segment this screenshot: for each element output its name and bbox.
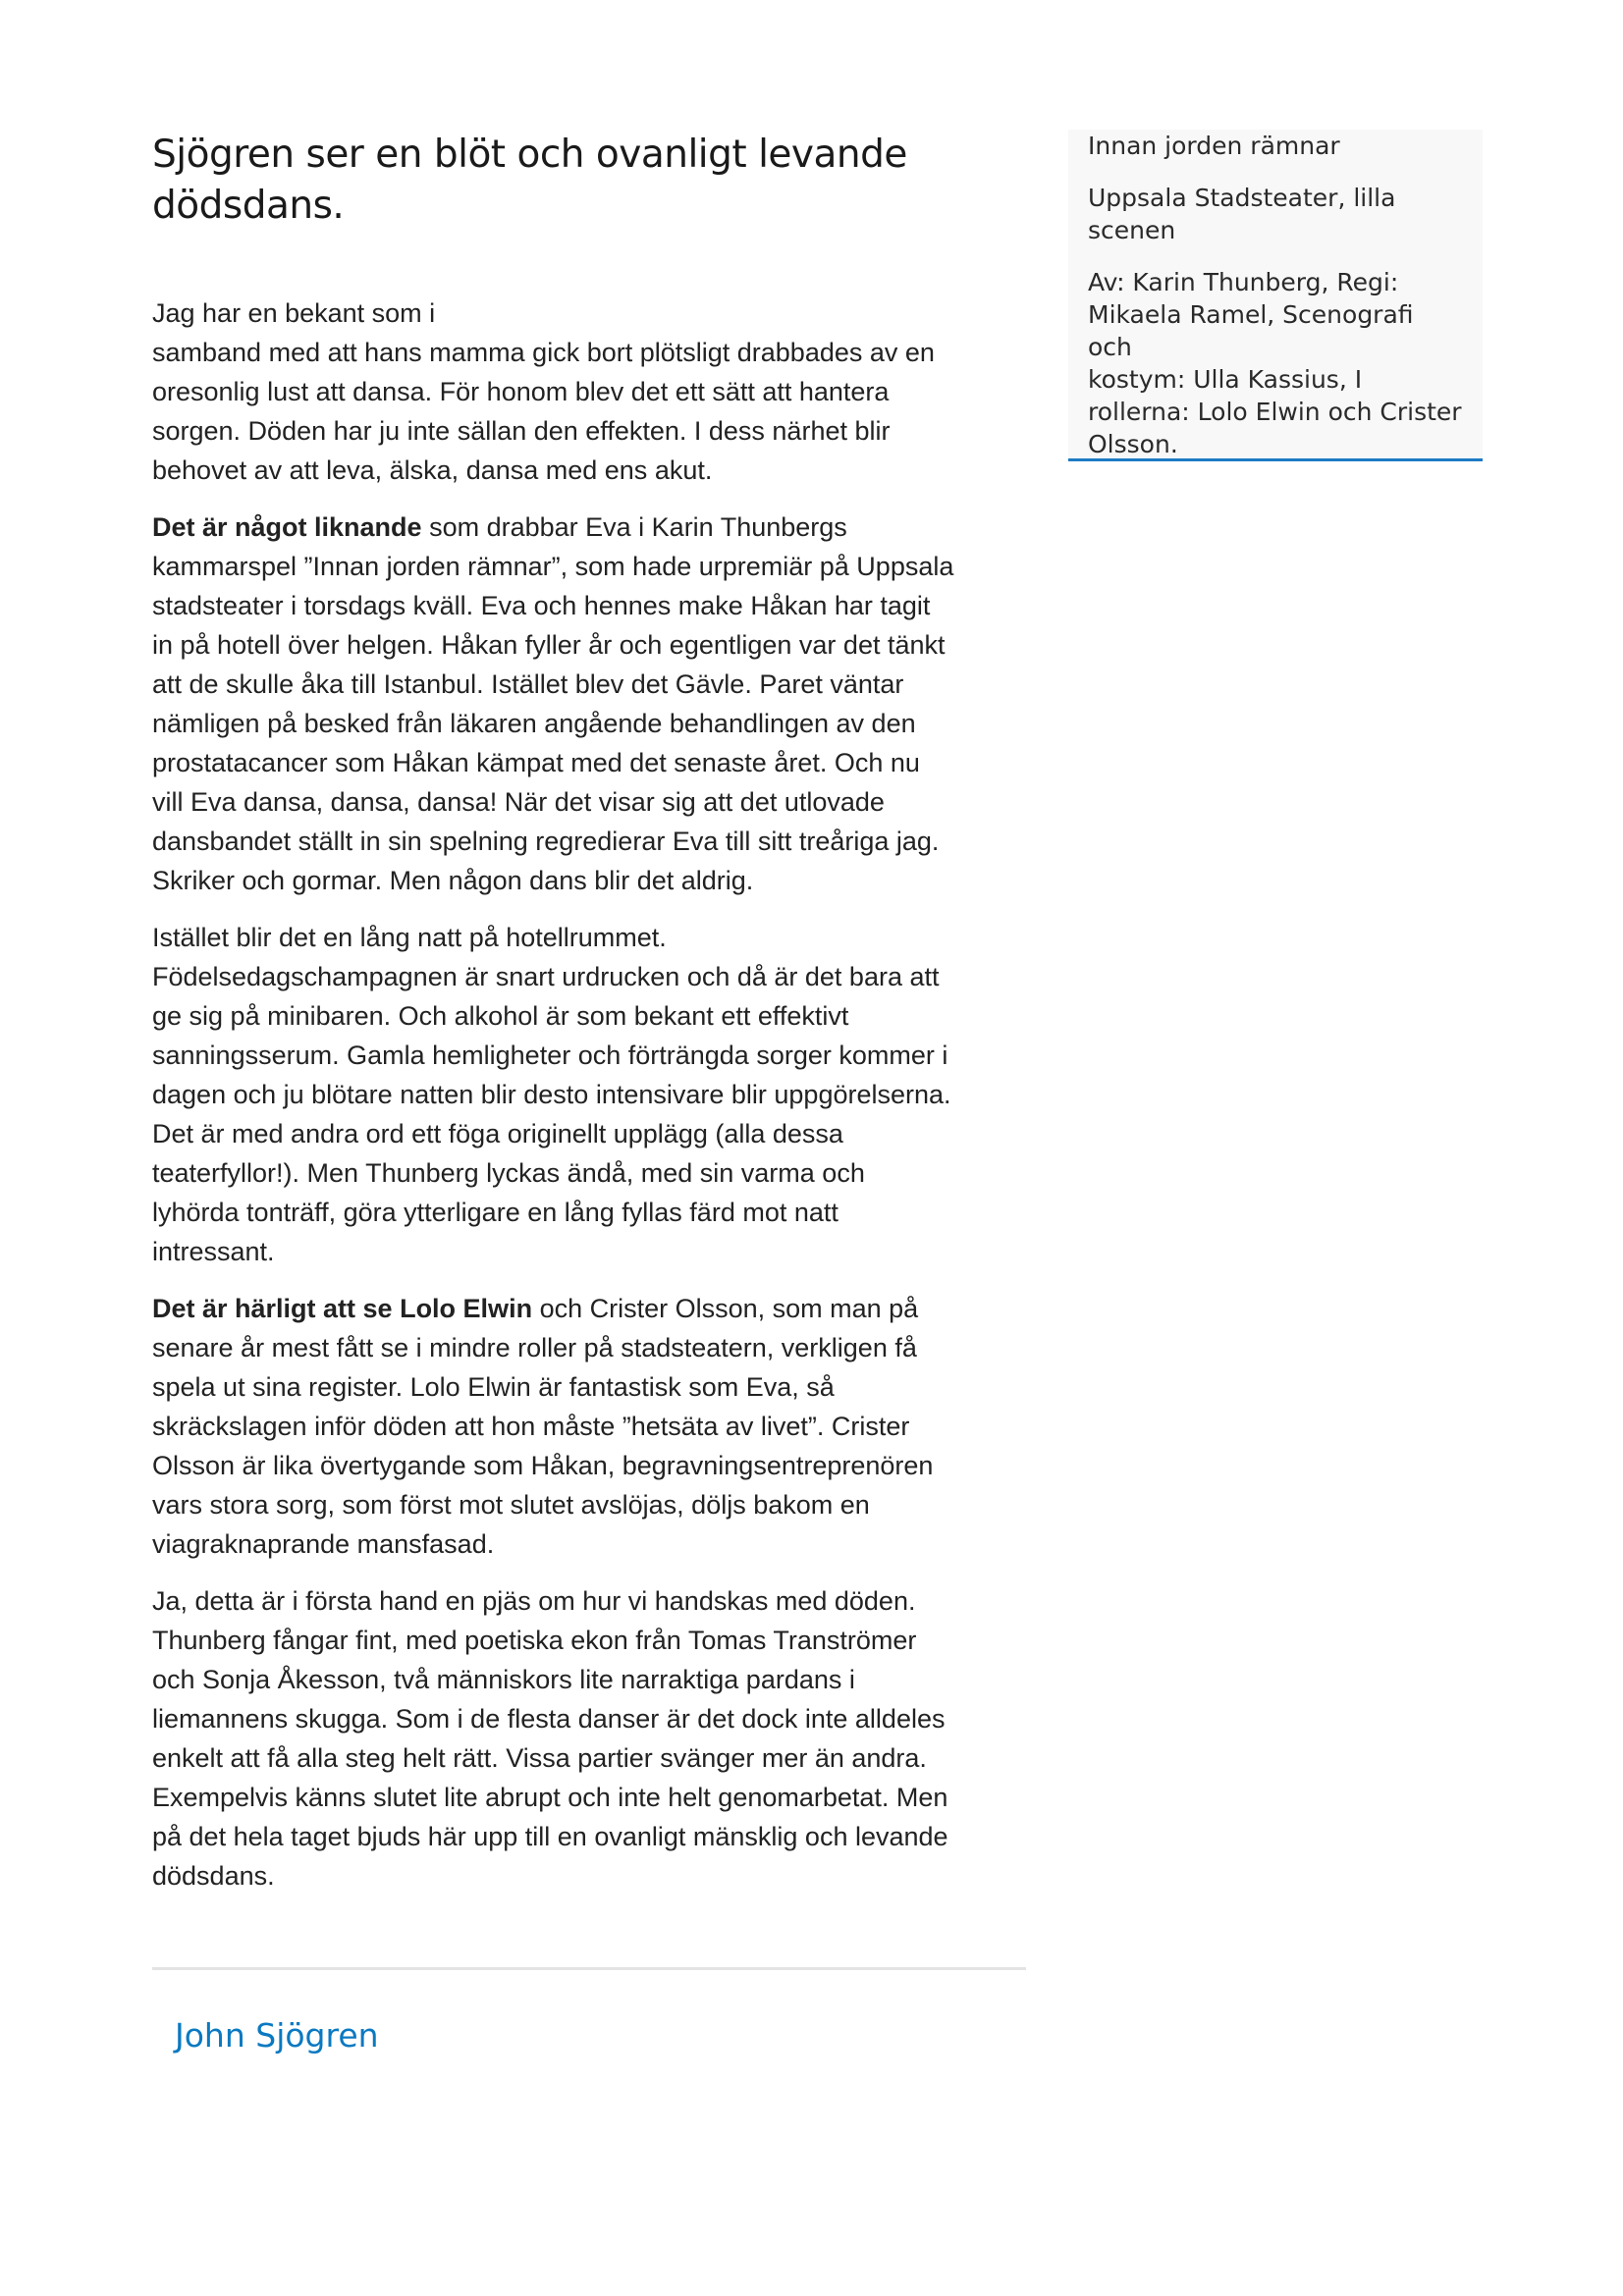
text-line: Uppsala Stadsteater, lilla (1088, 184, 1396, 212)
text-fragment: och Crister Olsson, som man på (532, 1294, 919, 1323)
text-line: att de skulle åka till Istanbul. Istället blev det Gävle. Paret väntar (152, 669, 904, 699)
fact-credits (1088, 266, 1463, 460)
title-line-2: dödsdans. (152, 184, 345, 228)
paragraph-4 (152, 1289, 1026, 1564)
text-line: prostatacancer som Håkan kämpat med det senaste året. Och nu (152, 748, 920, 777)
article-main (152, 130, 1026, 1913)
paragraph-5 (152, 1581, 1026, 1896)
text-line: dansbandet ställt in sin spelning regredierar Eva till sitt treåriga jag. (152, 827, 940, 856)
text-line: Thunberg fångar fint, med poetiska ekon från Tomas Tranströmer (152, 1626, 917, 1655)
text-line: dagen och ju blötare natten blir desto intensivare blir uppgörelserna. (152, 1080, 951, 1109)
author-link[interactable]: John Sjögren (175, 2016, 379, 2055)
page-title (152, 130, 1026, 232)
text-line: samband med att hans mamma gick bort plötsligt drabbades av en (152, 338, 935, 367)
text-line: scenen (1088, 216, 1176, 244)
text-line: Exempelvis känns slutet lite abrupt och inte helt genomarbetat. Men (152, 1783, 948, 1812)
paragraph-lead: Det är härligt att se Lolo Elwin (152, 1294, 533, 1323)
text-line: enkelt att få alla steg helt rätt. Vissa partier svänger mer än andra. (152, 1743, 927, 1773)
text-line: Jag har en bekant som i (152, 298, 436, 328)
text-line: Av: Karin Thunberg, Regi: (1088, 268, 1399, 296)
text-line (152, 507, 1026, 547)
text-line: sorgen. Döden har ju inte sällan den effekten. I dess närhet blir (152, 416, 891, 446)
text-line: Födelsedagschampagnen är snart urdrucken och då är det bara att (152, 962, 940, 991)
text-line: liemannens skugga. Som i de flesta danser är det dock inte alldeles (152, 1704, 946, 1734)
text-line: spela ut sina register. Lolo Elwin är fantastisk som Eva, så (152, 1372, 835, 1402)
text-line: Istället blir det en lång natt på hotellrummet. (152, 923, 667, 952)
text-line: Olsson är lika övertygande som Håkan, begravningsentreprenören (152, 1451, 934, 1480)
fact-venue (1088, 182, 1463, 246)
fact-box (1068, 130, 1483, 461)
text-line: kammarspel ”Innan jorden rämnar”, som hade urpremiär på Uppsala (152, 552, 954, 581)
text-line: viagraknaprande mansfasad. (152, 1529, 495, 1559)
text-line: behovet av att leva, älska, dansa med ens akut. (152, 455, 713, 485)
article-divider (152, 1967, 1026, 1970)
text-line: Skriker och gormar. Men någon dans blir det aldrig. (152, 866, 754, 895)
text-line: teaterfyllor!). Men Thunberg lyckas ändå, med sin varma och (152, 1158, 865, 1188)
fact-box-title: Innan jorden rämnar (1088, 132, 1340, 160)
text-line: ge sig på minibaren. Och alkohol är som bekant ett effektivt (152, 1001, 849, 1031)
text-line: dödsdans. (152, 1861, 275, 1891)
paragraph-3 (152, 918, 1026, 1271)
paragraph-1 (152, 294, 1026, 490)
text-line: kostym: Ulla Kassius, I (1088, 365, 1363, 394)
text-line: Ja, detta är i första hand en pjäs om hur vi handskas med döden. (152, 1586, 916, 1616)
text-line: och Sonja Åkesson, två människors lite narraktiga pardans i (152, 1665, 855, 1694)
paragraph-2 (152, 507, 1026, 900)
text-line: Mikaela Ramel, Scenografi och (1088, 300, 1414, 361)
article-body (152, 294, 1026, 1896)
text-line: intressant. (152, 1237, 275, 1266)
text-line: senare år mest fått se i mindre roller på stadsteatern, verkligen få (152, 1333, 917, 1362)
text-line: Olsson. (1088, 430, 1178, 458)
text-line: på det hela taget bjuds här upp till en ovanligt mänsklig och levande (152, 1822, 948, 1851)
text-line: Det är med andra ord ett föga originellt upplägg (alla dessa (152, 1119, 843, 1148)
text-line: lyhörda tonträff, göra ytterligare en lång fyllas färd mot natt (152, 1198, 839, 1227)
text-line: rollerna: Lolo Elwin och Crister (1088, 398, 1462, 426)
text-line: oresonlig lust att dansa. För honom blev det ett sätt att hantera (152, 377, 890, 406)
text-line: sanningsserum. Gamla hemligheter och förträngda sorger kommer i (152, 1041, 948, 1070)
title-line-1: Sjögren ser en blöt och ovanligt levande (152, 133, 907, 177)
text-line: vars stora sorg, som först mot slutet avslöjas, döljs bakom en (152, 1490, 870, 1520)
text-line: vill Eva dansa, dansa, dansa! När det visar sig att det utlovade (152, 787, 885, 817)
paragraph-lead: Det är något liknande (152, 512, 422, 542)
text-fragment: som drabbar Eva i Karin Thunbergs (421, 512, 847, 542)
text-line: nämligen på besked från läkaren angående behandlingen av den (152, 709, 916, 738)
text-line: skräckslagen inför döden att hon måste ”hetsäta av livet”. Crister (152, 1412, 910, 1441)
text-line: in på hotell över helgen. Håkan fyller år och egentligen var det tänkt (152, 630, 946, 660)
text-line (152, 1289, 1026, 1328)
text-line: stadsteater i torsdags kväll. Eva och hennes make Håkan har tagit (152, 591, 931, 620)
